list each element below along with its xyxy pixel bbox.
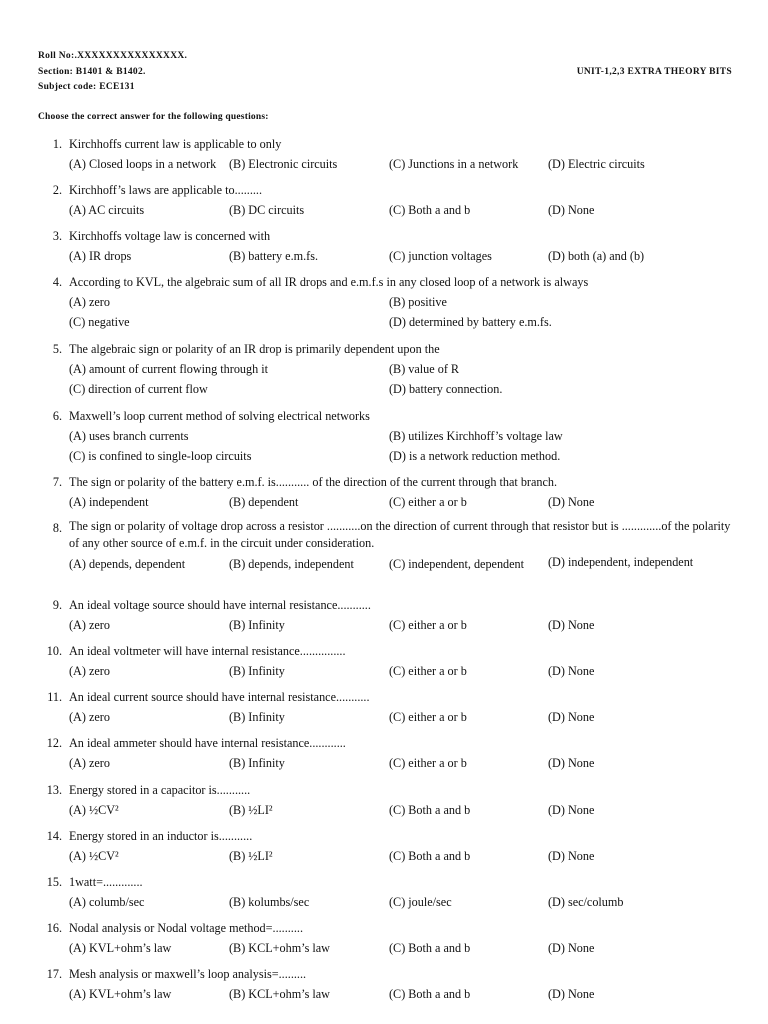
option-b: (B) value of R [389,362,460,376]
question-text: The algebraic sign or polarity of an IR drop is primarily dependent upon the [69,342,440,356]
question-text: Maxwell’s loop current method of solving electrical networks [69,409,370,423]
question-text: Energy stored in a capacitor is........... [69,783,251,797]
question-number: 2. [52,183,62,197]
option-d: (D) battery connection. [389,382,503,396]
option-b: (B) positive [389,295,447,309]
question-number: 12. [46,736,62,750]
option-a: (A) depends, dependent [69,557,186,571]
option-b: (B) Electronic circuits [229,157,338,171]
option-d: (D) sec/columb [548,895,624,909]
question-text: Mesh analysis or maxwell’s loop analysis=......... [69,967,307,981]
question-text: Energy stored in an inductor is........... [69,829,253,843]
option-c: (C) either a or b [389,756,467,770]
option-b: (B) Infinity [229,664,285,678]
option-a: (A) zero [69,710,110,724]
option-c: (C) either a or b [389,618,467,632]
question-number: 6. [52,409,62,423]
question-number: 17. [46,967,62,981]
option-a: (A) zero [69,295,110,309]
question-number: 9. [52,598,62,612]
question-text: Kirchhoffs voltage law is concerned with [69,229,271,243]
option-d: (D) None [548,495,595,509]
option-d: (D) None [548,756,595,770]
option-a: (A) ½CV² [69,803,119,817]
option-c: (C) negative [69,315,130,329]
option-b: (B) battery e.m.fs. [229,249,319,263]
option-d: (D) None [548,849,595,863]
roll-number: Roll No:.XXXXXXXXXXXXXXX. [38,51,188,61]
question-number: 16. [46,921,62,935]
option-b: (B) Infinity [229,618,285,632]
option-b: (B) depends, independent [229,557,354,571]
option-a: (A) uses branch currents [69,429,189,443]
question-text: According to KVL, the algebraic sum of all IR drops and e.m.f.s in any closed loop of a network is always [69,275,589,289]
instructions: Choose the correct answer for the following questions: [38,112,269,122]
question-text: An ideal ammeter should have internal resistance............ [69,736,346,750]
option-d: (D) None [548,987,595,1001]
option-b: (B) ½LI² [229,849,273,863]
option-b: (B) KCL+ohm’s law [229,987,330,1001]
question-text: Kirchhoff’s laws are applicable to......... [69,183,263,197]
option-a: (A) independent [69,495,149,509]
question-text: Nodal analysis or Nodal voltage method=.......... [69,921,303,935]
option-d: (D) None [548,803,595,817]
question-text: Kirchhoffs current law is applicable to only [69,137,282,151]
option-c: (C) direction of current flow [69,382,208,396]
option-a: (A) IR drops [69,249,132,263]
option-d: (D) None [548,941,595,955]
option-c: (C) Both a and b [389,987,471,1001]
option-d: (D) is a network reduction method. [389,449,561,463]
option-c: (C) Both a and b [389,849,471,863]
question-number: 15. [46,875,62,889]
option-d: (D) both (a) and (b) [548,249,645,263]
option-c: (C) joule/sec [389,895,452,909]
option-b: (B) kolumbs/sec [229,895,310,909]
option-c: (C) Both a and b [389,941,471,955]
question-text: The sign or polarity of the battery e.m.f. is........... of the direction of the current through that branch. [69,475,558,489]
option-a: (A) KVL+ohm’s law [69,987,172,1001]
option-b: (B) KCL+ohm’s law [229,941,330,955]
option-a: (A) KVL+ohm’s law [69,941,172,955]
option-d: (D) None [548,618,595,632]
option-d: (D) determined by battery e.m.fs. [389,315,552,329]
option-b: (B) DC circuits [229,203,305,217]
option-b: (B) ½LI² [229,803,273,817]
option-a: (A) ½CV² [69,849,119,863]
option-b: (B) Infinity [229,756,285,770]
option-a: (A) amount of current flowing through it [69,362,269,376]
option-d: (D) independent, independent [548,555,694,569]
option-a: (A) Closed loops in a network [69,157,217,171]
subject-code: Subject code: ECE131 [38,82,135,92]
option-c: (C) either a or b [389,664,467,678]
option-b: (B) Infinity [229,710,285,724]
unit-title: UNIT-1,2,3 EXTRA THEORY BITS [576,67,732,77]
option-b: (B) dependent [229,495,299,509]
question-number: 5. [52,342,62,356]
question-number: 7. [52,475,62,489]
option-a: (A) zero [69,618,110,632]
option-d: (D) None [548,203,595,217]
option-c: (C) either a or b [389,495,467,509]
option-d: (D) None [548,664,595,678]
option-d: (D) Electric circuits [548,157,645,171]
option-c: (C) junction voltages [389,249,492,263]
option-c: (C) Both a and b [389,203,471,217]
option-c: (C) either a or b [389,710,467,724]
option-c: (C) Both a and b [389,803,471,817]
option-c: (C) Junctions in a network [389,157,519,171]
question-number: 8. [52,521,62,535]
question-number: 10. [46,644,62,658]
option-a: (A) zero [69,756,110,770]
question-text: An ideal current source should have internal resistance........... [69,690,370,704]
option-b: (B) utilizes Kirchhoff’s voltage law [389,429,563,443]
question-text: 1watt=............. [69,875,143,889]
question-text: The sign or polarity of voltage drop across a resistor ...........on the direction of current through that resistor but is .............of the polarity of any other source of e.m.f. in the circuit under consideration. [69,519,731,550]
section-label: Section: B1401 & B1402. [38,67,146,77]
question-number: 13. [46,783,62,797]
question-number: 4. [52,275,62,289]
option-a: (A) AC circuits [69,203,145,217]
question-text: An ideal voltage source should have internal resistance........... [69,598,371,612]
question-number: 1. [52,137,62,151]
option-a: (A) columb/sec [69,895,145,909]
question-number: 11. [47,690,62,704]
option-d: (D) None [548,710,595,724]
option-c: (C) independent, dependent [389,557,525,571]
question-number: 14. [46,829,62,843]
option-c: (C) is confined to single-loop circuits [69,449,252,463]
option-a: (A) zero [69,664,110,678]
question-number: 3. [52,229,62,243]
question-text: An ideal voltmeter will have internal resistance............... [69,644,346,658]
